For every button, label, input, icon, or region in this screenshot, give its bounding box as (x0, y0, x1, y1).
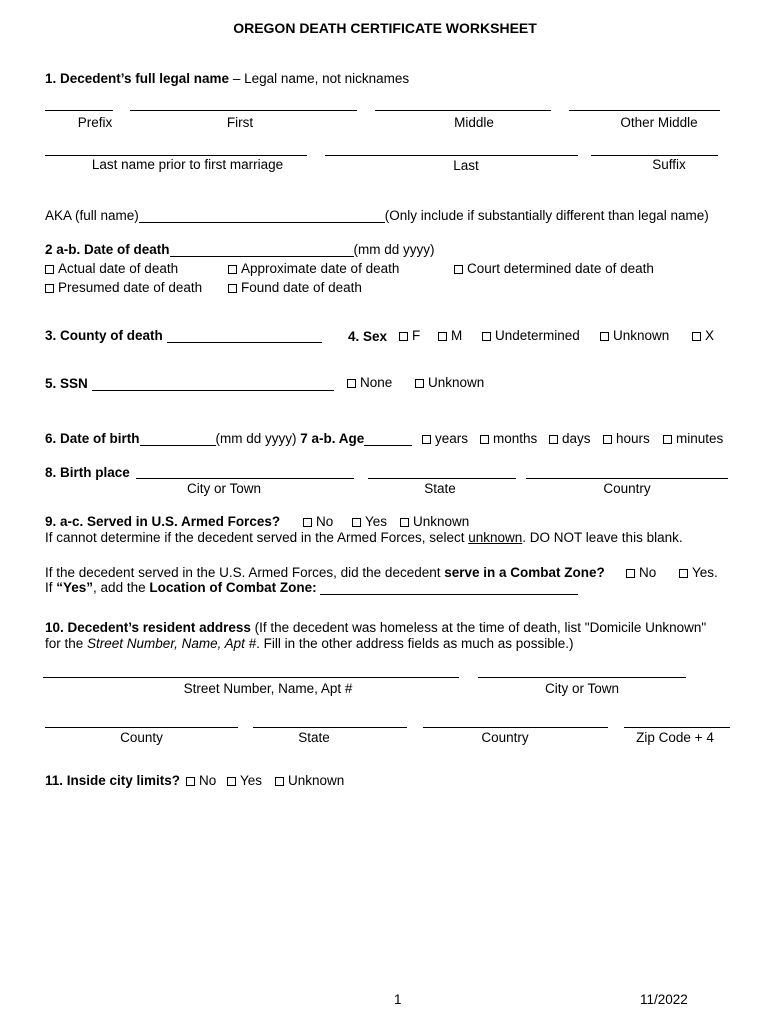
aka-label: AKA (full name) (45, 208, 139, 223)
armed-forces-option-unknown[interactable]: Unknown (400, 514, 469, 529)
checkbox-icon (454, 265, 463, 274)
birth-country-caption: Country (603, 481, 651, 496)
checkbox-icon (549, 435, 558, 444)
birth-city-caption: City or Town (186, 481, 262, 496)
q3-row (45, 328, 322, 343)
residence-country-caption: Country (481, 730, 529, 745)
age-unit-years[interactable]: years (422, 431, 468, 446)
residence-state-caption: State (298, 730, 330, 745)
sex-option-unknown[interactable]: Unknown (600, 328, 669, 343)
residence-state-field[interactable] (253, 727, 407, 728)
birth-city-field[interactable] (136, 478, 354, 479)
age-unit-minutes[interactable]: minutes (663, 431, 723, 446)
checkbox-icon (480, 435, 489, 444)
middle-caption: Middle (454, 115, 494, 130)
q1-note: – Legal name, not nicknames (229, 71, 410, 86)
page-title: OREGON DEATH CERTIFICATE WORKSHEET (233, 20, 537, 36)
q1-heading (45, 71, 409, 86)
checkbox-icon (400, 518, 409, 527)
q9-instruction: If cannot determine if the decedent served in the Armed Forces, select unknown. DO NOT leave this blank. (45, 530, 683, 545)
checkbox-icon (45, 284, 54, 293)
combat-zone-location-row: If “Yes”, add the Location of Combat Zone: (45, 580, 578, 595)
aka-note: (Only include if substantially different than legal name) (384, 208, 709, 223)
checkbox-icon (228, 265, 237, 274)
sex-option-x[interactable]: X (692, 328, 714, 343)
q5-row (45, 376, 334, 391)
ssn-option-unknown[interactable]: Unknown (415, 375, 484, 390)
q1-label: 1. Decedent’s full legal name (45, 71, 230, 86)
checkbox-icon (228, 284, 237, 293)
checkbox-icon (275, 777, 284, 786)
maiden-name-field[interactable] (45, 155, 307, 156)
county-of-death-field[interactable] (167, 329, 322, 343)
q2-row (45, 242, 435, 257)
q4-label: 4. Sex (348, 329, 388, 344)
checkbox-icon (603, 435, 612, 444)
age-unit-months[interactable]: months (480, 431, 537, 446)
checkbox-icon (186, 777, 195, 786)
combat-zone-location-field[interactable] (320, 581, 578, 595)
maiden-name-caption: Last name prior to first marriage (91, 157, 284, 172)
q10-note: for the Street Number, Name, Apt #. Fill in the other address fields as much as possible.) (45, 636, 574, 651)
checkbox-icon (227, 777, 236, 786)
checkbox-icon (415, 379, 424, 388)
age-unit-hours[interactable]: hours (603, 431, 650, 446)
q2-label: 2 a-b. Date of death (45, 242, 170, 257)
suffix-field[interactable] (591, 155, 718, 156)
prefix-field[interactable] (45, 110, 113, 111)
city-limits-option-yes[interactable]: Yes (227, 773, 262, 788)
q6-format: (mm dd yyyy) (215, 431, 297, 446)
option-presumed-date[interactable]: Presumed date of death (45, 280, 202, 295)
suffix-caption: Suffix (652, 157, 686, 172)
residence-county-caption: County (120, 730, 163, 745)
prefix-caption: Prefix (77, 115, 113, 130)
q10-heading: 10. Decedent’s resident address (If the decedent was homeless at the time of death, list "Domicile Unknown" (45, 620, 707, 635)
age-field[interactable] (364, 432, 412, 446)
other-middle-caption: Other Middle (620, 115, 698, 130)
sex-option-m[interactable]: M (438, 328, 462, 343)
age-unit-days[interactable]: days (549, 431, 591, 446)
checkbox-icon (422, 435, 431, 444)
residence-city-field[interactable] (478, 677, 686, 678)
first-caption: First (226, 115, 254, 130)
armed-forces-option-yes[interactable]: Yes (352, 514, 387, 529)
last-name-field[interactable] (325, 155, 578, 156)
q2-format: (mm dd yyyy) (353, 242, 435, 257)
ssn-field[interactable] (92, 377, 334, 391)
q5-label: 5. SSN (45, 376, 88, 391)
q3-label: 3. County of death (45, 328, 163, 343)
armed-forces-option-no[interactable]: No (303, 514, 333, 529)
option-approximate-date[interactable]: Approximate date of death (228, 261, 399, 276)
checkbox-icon (663, 435, 672, 444)
checkbox-icon (303, 518, 312, 527)
zip-code-caption: Zip Code + 4 (636, 730, 714, 745)
combat-zone-option-yes[interactable]: Yes. (679, 565, 718, 580)
checkbox-icon (692, 332, 701, 341)
checkbox-icon (626, 569, 635, 578)
checkbox-icon (352, 518, 361, 527)
checkbox-icon (347, 379, 356, 388)
residence-county-field[interactable] (45, 727, 238, 728)
option-actual-date[interactable]: Actual date of death (45, 261, 178, 276)
first-name-field[interactable] (130, 110, 357, 111)
street-address-caption: Street Number, Name, Apt # (183, 681, 353, 696)
checkbox-icon (482, 332, 491, 341)
checkbox-icon (438, 332, 447, 341)
option-found-date[interactable]: Found date of death (228, 280, 362, 295)
option-court-determined-date[interactable]: Court determined date of death (454, 261, 654, 276)
q6-label: 6. Date of birth (45, 431, 140, 446)
combat-zone-question: If the decedent served in the U.S. Armed Forces, did the decedent serve in a Combat Zone? (45, 565, 605, 580)
residence-country-field[interactable] (423, 727, 608, 728)
date-of-birth-field[interactable] (140, 432, 216, 446)
sex-option-undetermined[interactable]: Undetermined (482, 328, 580, 343)
birth-state-caption: State (424, 481, 456, 496)
birth-state-field[interactable] (368, 478, 516, 479)
aka-field[interactable] (139, 209, 385, 223)
q9-label: 9. a-c. Served in U.S. Armed Forces? (45, 514, 281, 529)
street-address-field[interactable] (43, 677, 459, 678)
sex-option-f[interactable]: F (399, 328, 420, 343)
last-caption: Last (453, 158, 479, 173)
checkbox-icon (600, 332, 609, 341)
q6-row (45, 431, 412, 446)
ssn-option-none[interactable]: None (347, 375, 392, 390)
revision-date: 11/2022 (640, 992, 688, 1007)
checkbox-icon (45, 265, 54, 274)
q8-label: 8. Birth place (45, 465, 130, 480)
residence-city-caption: City or Town (544, 681, 620, 696)
q7-label: 7 a-b. Age (300, 431, 365, 446)
checkbox-icon (679, 569, 688, 578)
other-middle-field[interactable] (569, 110, 720, 111)
combat-zone-option-no[interactable]: No (626, 565, 656, 580)
unknown-emphasis: unknown (468, 530, 523, 545)
birth-country-field[interactable] (526, 478, 728, 479)
date-of-death-field[interactable] (170, 243, 354, 257)
city-limits-option-unknown[interactable]: Unknown (275, 773, 344, 788)
city-limits-option-no[interactable]: No (186, 773, 216, 788)
page-number: 1 (394, 992, 402, 1007)
aka-row (45, 208, 709, 223)
checkbox-icon (399, 332, 408, 341)
q11-label: 11. Inside city limits? (45, 773, 181, 788)
zip-code-field[interactable] (624, 727, 730, 728)
middle-name-field[interactable] (375, 110, 551, 111)
